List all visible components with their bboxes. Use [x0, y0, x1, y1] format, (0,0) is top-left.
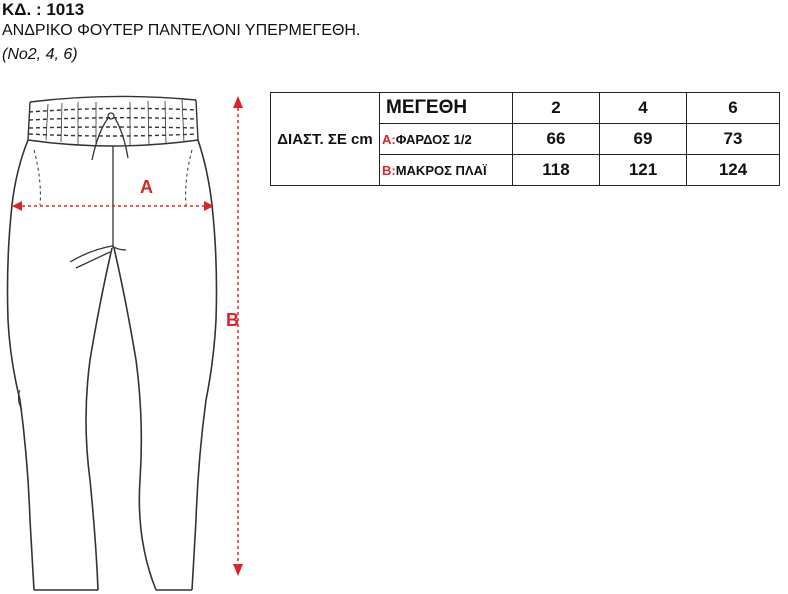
measurement-b-line	[233, 96, 243, 576]
product-description: ΑΝΔΡΙΚΟ ΦΟΥΤΕΡ ΠΑΝΤΕΛΟΝΙ ΥΠΕΡΜΕΓΕΘΗ.	[2, 22, 361, 39]
table-cell: 73	[687, 124, 780, 155]
row-letter: A:	[382, 131, 396, 147]
dimensions-label: ΔΙΑΣΤ. ΣΕ cm	[271, 93, 380, 186]
pants-technical-drawing	[0, 80, 260, 594]
size-col-2: 4	[600, 93, 687, 124]
size-col-1: 2	[513, 93, 600, 124]
left-leg	[8, 140, 113, 590]
row-label-length	[380, 155, 513, 186]
sizes-note: (Νο2, 4, 6)	[2, 46, 78, 63]
table-header-row	[271, 93, 780, 124]
row-name: ΜΑΚΡΟΣ ΠΛΑΪ	[395, 162, 487, 178]
table-cell: 118	[513, 155, 600, 186]
size-col-3: 6	[687, 93, 780, 124]
right-leg	[114, 140, 217, 590]
table-cell: 121	[600, 155, 687, 186]
drawstring	[92, 113, 128, 160]
waistband	[28, 96, 198, 146]
table-cell: 124	[687, 155, 780, 186]
table-cell: 69	[600, 124, 687, 155]
row-letter: B:	[382, 162, 396, 178]
measurement-b-label: B	[226, 310, 239, 330]
fly-seam	[70, 146, 126, 268]
row-name: ΦΑΡΔΟΣ 1/2	[395, 131, 472, 147]
size-chart-table	[270, 92, 780, 186]
row-label-width	[380, 124, 513, 155]
table-cell: 66	[513, 124, 600, 155]
product-code: ΚΔ. : 1013	[2, 0, 85, 19]
size-header: ΜΕΓΕΘΗ	[380, 93, 513, 124]
measurement-a-label: A	[140, 177, 153, 197]
